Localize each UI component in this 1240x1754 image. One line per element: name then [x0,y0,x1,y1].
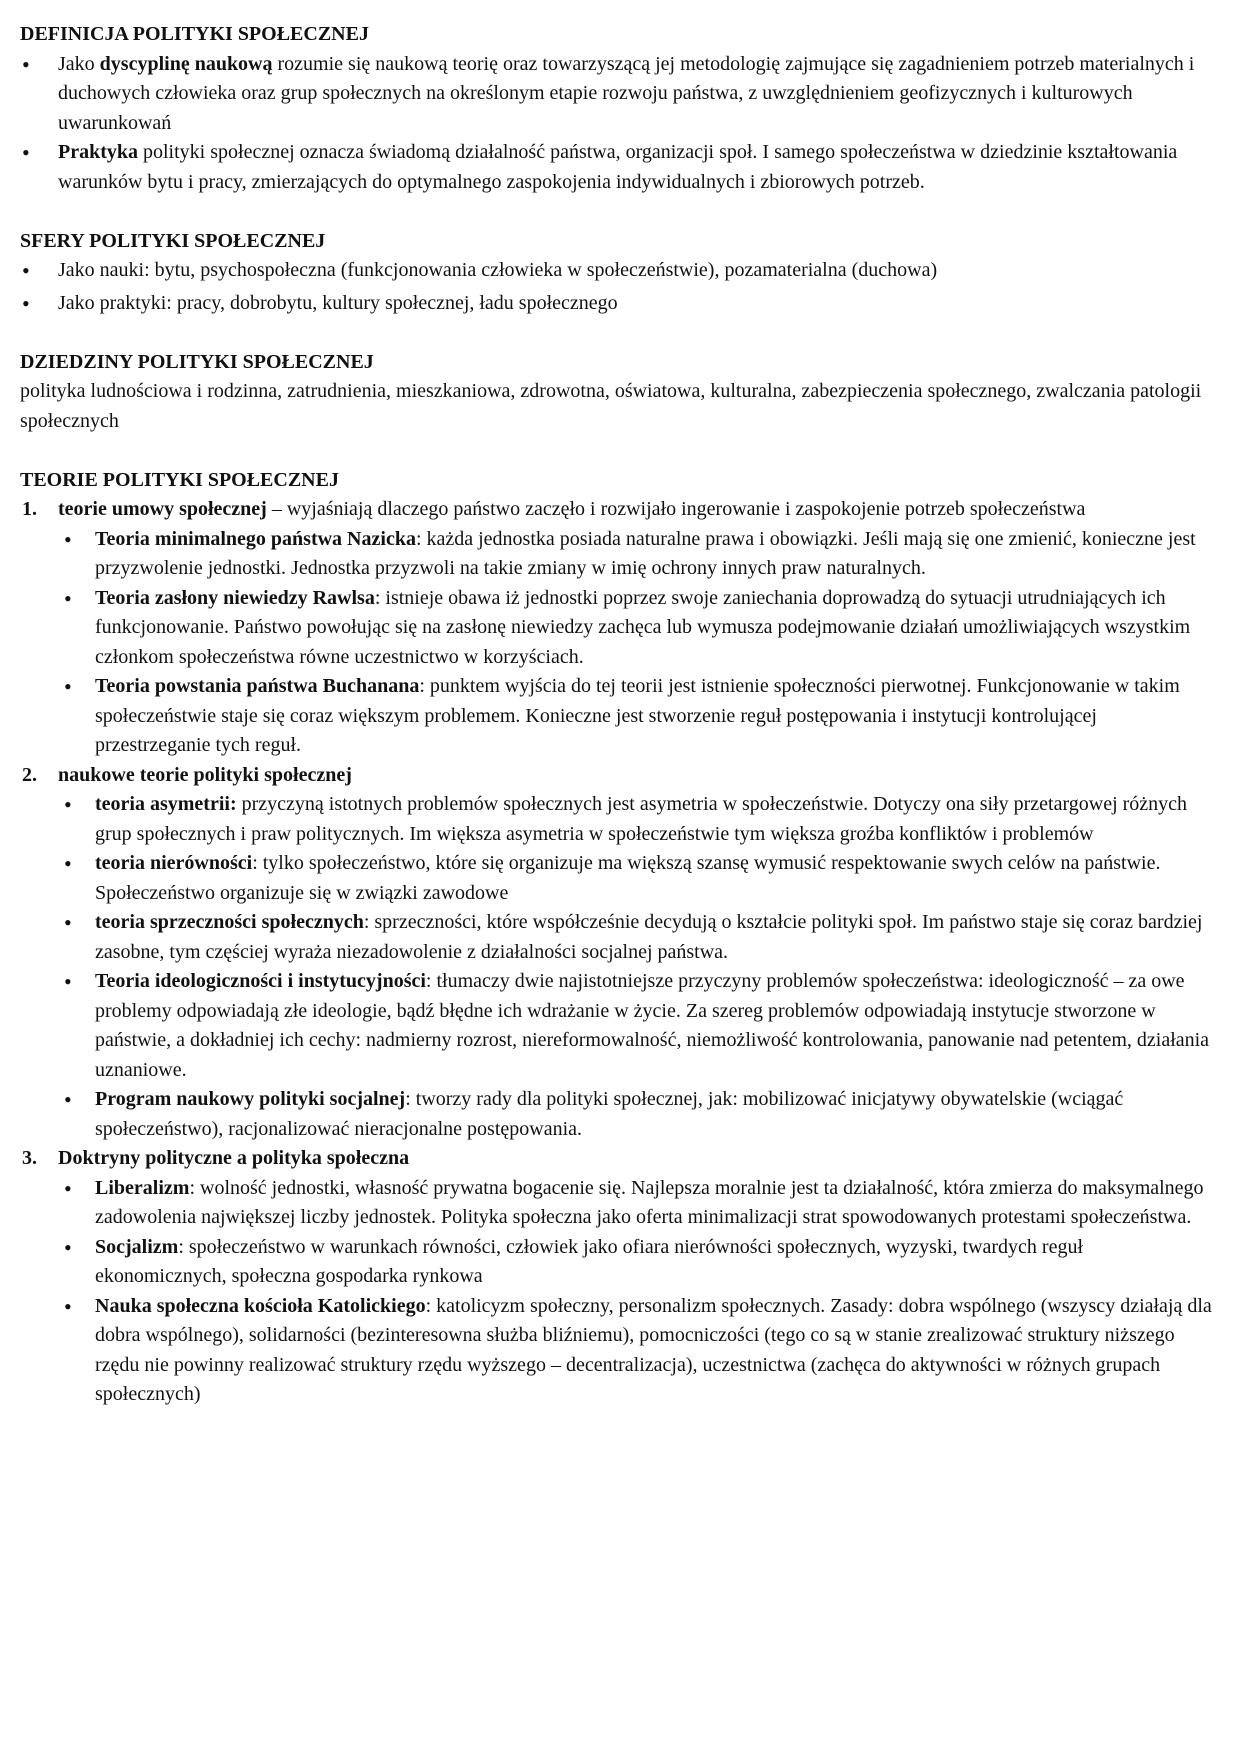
item-text: : wolność jednostki, własność prywatna bogacenie się. Najlepsza moralnie jest ta działalność, która zmierza do maksymalnego zadowolenia największej liczby jednostek. Polityka społeczna jako oferta minimalizacji strat spowodowanych protestami społeczeństwa. [95,1176,1204,1228]
list-item [20,50,1215,139]
item-term: teoria sprzeczności społecznych [95,911,364,933]
item-term: Nauka społeczna kościoła Katolickiego [95,1294,426,1317]
sub-list-item [20,672,1215,761]
section-heading: SFERY POLITYKI SPOŁECZNEJ [20,229,326,252]
list-item [20,138,1215,197]
numbered-item [20,1144,1215,1174]
item-term: Teoria minimalnego państwa Nazicka [95,527,416,550]
item-term: Teoria zasłony niewiedzy Rawlsa [95,586,375,609]
item-text: : istnieje obawa iż jednostki poprzez swoje zaniechania doprowadzą do sytuacji utrudniających ich funkcjonowanie. Państwo powołując się na zasłonę niewiedzy zachęca lub wymusza podejmowanie działań umożliwiających wszystkim członkom społeczeństwa równe uczestnictwo w korzyściach. [95,586,1191,668]
item-term: Teoria ideologiczności i instytucyjności [95,970,426,992]
list-item: • Jako praktyki: pracy, dobrobytu, kultury społecznej, ładu społecznego [20,289,1215,319]
item-number: 3. [22,1147,37,1169]
section-heading: TEORIE POLITYKI SPOŁECZNEJ [20,468,339,491]
item-term: teoria nierówności [95,852,253,874]
item-text: : sprzeczności, które współcześnie decydują o kształcie polityki społ. Im państwo staje się coraz bardziej zasobne, tym częściej wyraża niezadowolenie z działalności socjalnej państwa. [95,911,1203,963]
sub-list-item [20,1174,1215,1233]
numbered-item [20,761,1215,791]
item-text: : katolicyzm społeczny, personalizm społecznych. Zasady: dobra wspólnego (wszyscy działają dla dobra wspólnego), solidarności (bezinteresowna służba bliźniemu), pomocniczości (tego co są w stanie zrealizować struktury niższego rzędu nie powinny realizować struktury rzędu wyższego – decentralizacja), uczestnictwa (zachęca do aktywności w różnych grupach społecznych) [95,1294,1212,1405]
document-page [20,20,1215,1410]
sub-list-item [20,525,1215,584]
sub-list-item [20,967,1215,1085]
sub-list-item [20,908,1215,967]
item-number: 1. [22,498,37,520]
item-text: : tylko społeczeństwo, które się organizuje ma większą szansę wymusić respektowanie swych celów na państwie. Społeczeństwo organizuje się w związki zawodowe [95,852,1161,904]
item-text: polityki społecznej oznacza świadomą działalność państwa, organizacji społ. I samego społeczeństwa w dziedzinie kształtowania warunków bytu i pracy, zmierzających do optymalnego zaspokojenia indywidualnych i zbiorowych potrzeb. [58,141,1178,193]
section-heading: DZIEDZINY POLITYKI SPOŁECZNEJ [20,350,374,373]
sub-list-item [20,1233,1215,1292]
item-term: Liberalizm [95,1176,190,1199]
item-text: : społeczeństwo w warunkach równości, człowiek jako ofiara nierówności społecznych, wyzyski, twardych reguł ekonomicznych, społeczna gospodarka rynkowa [95,1235,1084,1287]
item-term: dyscyplinę naukową [99,52,273,75]
item-term: teoria asymetrii: [95,793,237,815]
sub-list-item [20,1292,1215,1410]
list-item: • Jako nauki: bytu, psychospołeczna (funkcjonowania człowieka w społeczeństwie), pozamaterialna (duchowa) [20,256,1215,286]
item-term: Socjalizm [95,1235,179,1258]
item-text: rozumie się naukową teorię oraz towarzyszącą jej metodologię zajmujące się zagadnieniem potrzeb materialnych i duchowych człowieka oraz grup społecznych na określonym etapie rozwoju państwa, z uwzględnieniem geofizycznych i kulturowych uwarunkowań [58,52,1195,134]
item-text: : punktem wyjścia do tej teorii jest istnienie społeczności pierwotnej. Funkcjonowanie w takim społeczeństwie staje się coraz większym problemem. Konieczne jest stworzenie reguł postępowania i instytucji kontrolującej przestrzeganie tych reguł. [95,675,1180,756]
section-definicja [20,20,1215,197]
item-number: 2. [22,763,37,786]
numbered-item [20,495,1215,525]
section-sfery [20,227,1215,319]
item-prefix: Jako [58,52,100,75]
item-term: Program naukowy polityki socjalnej [95,1088,406,1110]
item-text: : tworzy rady dla polityki społecznej, jak: mobilizować inicjatywy obywatelskie (wciągać społeczeństwo), racjonalizować nieracjonalne postępowania. [95,1088,1124,1140]
paragraph: polityka ludnościowa i rodzinna, zatrudnienia, mieszkaniowa, zdrowotna, oświatowa, kulturalna, zabezpieczenia społecznego, zwalczania patologii społecznych [20,380,1202,432]
item-term: Teoria powstania państwa Buchanana [95,675,420,697]
section-heading: DEFINICJA POLITYKI SPOŁECZNEJ [20,23,369,45]
item-text: – wyjaśniają dlaczego państwo zaczęło i rozwijało ingerowanie i zaspokojenie potrzeb społeczeństwa [266,498,1086,520]
item-text: przyczyną istotnych problemów społecznych jest asymetria w społeczeństwie. Dotyczy ona siły przetargowej różnych grup społecznych i praw politycznych. Im większa asymetria w społeczeństwie tym większa groźba konfliktów i problemów [95,793,1188,845]
item-text: : każda jednostka posiada naturalne prawa i obowiązki. Jeśli mają się one zmienić, konieczne jest przyzwolenie jednostki. Jednostka przyzwoli na takie zmiany w imię ochrony innych praw naturalnych. [95,527,1196,579]
item-text: : tłumaczy dwie najistotniejsze przyczyny problemów społeczeństwa: ideologiczność – za owe problemy odpowiadają złe ideologie, bądź błędne ich wdrażanie w życie. Za szereg problemów odpowiadają instytucje stworzone w państwie, a dokładniej ich cechy: nadmierny rozrost, niereformowalność, niemożliwość kontrolowania, panowanie nad petentem, działania uznaniowe. [95,970,1210,1081]
section-teorie [20,466,1215,1410]
sub-list-item [20,1085,1215,1144]
item-term: teorie umowy społecznej [58,498,267,520]
sub-list-item [20,849,1215,908]
sub-list-item [20,584,1215,673]
item-term: naukowe teorie polityki społecznej [58,763,352,786]
section-dziedziny [20,348,1215,437]
item-term: Praktyka [58,141,138,163]
item-term: Doktryny polityczne a polityka społeczna [58,1147,410,1169]
sub-list-item [20,790,1215,849]
